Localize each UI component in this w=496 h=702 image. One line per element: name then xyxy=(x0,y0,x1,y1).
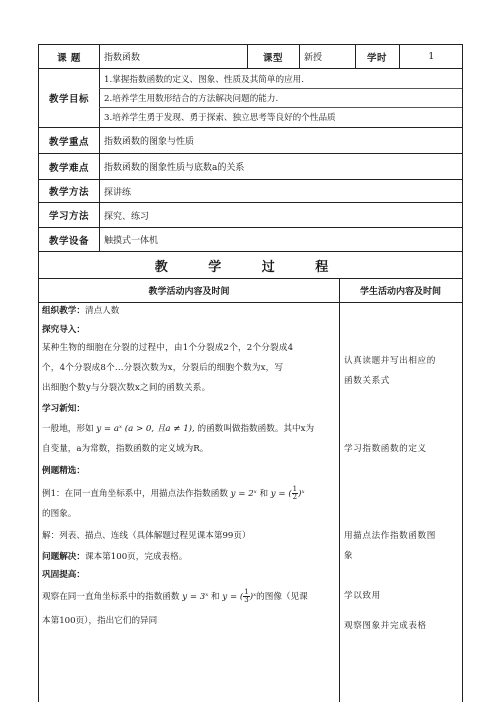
observe-line xyxy=(42,589,308,605)
hours-value: 1 xyxy=(428,51,435,62)
fraction-denominator: 3 xyxy=(244,596,249,604)
observe-and: 和 xyxy=(211,592,220,602)
content-row xyxy=(39,303,462,702)
learning-label: 学习方法 xyxy=(48,211,89,222)
goal-item: 1.掌握指数函数的定义、图象、性质及其简单的应用. xyxy=(104,75,304,85)
goal-item: 2.培养学生用数形结合的方法解决问题的能力. xyxy=(104,94,279,104)
student-activity-5: 观察图象并完成表格 xyxy=(344,621,427,631)
solve-text: 课本第100页，完成表格。 xyxy=(84,552,188,562)
new-title: 学习新知： xyxy=(42,404,85,414)
observe-formula-2-exp: )ˣ xyxy=(249,592,257,602)
example-formula-1: y = 2ˣ xyxy=(230,489,257,499)
student-activity-line: 象 xyxy=(344,551,354,561)
method-label: 教学方法 xyxy=(48,187,89,198)
example-formula-2: y = ( xyxy=(270,489,292,499)
student-activity-line: 认真读题并写出相应的 xyxy=(344,356,436,366)
type-label: 课型 xyxy=(262,52,283,64)
solution-line: 解：列表、描点、连线（具体解题过程见课本第99页） xyxy=(42,531,251,541)
equipment-value: 触摸式一体机 xyxy=(104,236,159,246)
key-points-row xyxy=(39,128,462,154)
consolidate-title: 巩固提高： xyxy=(42,570,85,580)
left-column-header: 教学活动内容及时间 xyxy=(148,287,230,297)
learning-value: 探究、练习 xyxy=(104,211,150,222)
inquiry-line: 出细胞个数y与分裂次数x之间的函数关系。 xyxy=(42,383,211,393)
observe-text: 的图像（见课 xyxy=(256,592,308,602)
org-line xyxy=(42,303,119,319)
solve-line xyxy=(42,549,187,565)
equipment-row xyxy=(39,228,462,252)
difficulty-row xyxy=(39,154,462,180)
fraction-numerator: 1 xyxy=(292,485,298,493)
topic-label: 课 题 xyxy=(57,52,81,64)
student-activity-3 xyxy=(344,528,456,564)
observe-line-2: 本第100页），指出它们的异同 xyxy=(42,616,158,626)
student-activity-4: 学以致用 xyxy=(344,591,381,601)
column-header-row xyxy=(39,279,462,303)
example-text: 例1：在同一直角坐标系中，用描点法作指数函数 xyxy=(42,489,228,499)
goals-list xyxy=(99,69,462,127)
definition-text: 一般地，形如 xyxy=(42,424,94,434)
example-formula-2-exp: )ˣ xyxy=(298,489,305,499)
org-title: 组织教学： xyxy=(42,306,85,316)
difficulty-label: 教学难点 xyxy=(48,162,89,174)
learning-row xyxy=(39,203,462,228)
lesson-plan-table xyxy=(38,44,463,702)
header-row xyxy=(39,45,462,69)
definition-line xyxy=(42,421,314,437)
inquiry-title: 探究导入： xyxy=(42,325,85,335)
student-activity-line: 函数关系式 xyxy=(344,376,390,386)
topic-value: 指数函数 xyxy=(104,53,141,63)
method-value: 探讲练 xyxy=(104,187,132,198)
process-title: 教 学 过 程 xyxy=(154,259,347,275)
org-text: 清点人数 xyxy=(84,306,120,316)
example-and: 和 xyxy=(259,489,269,499)
inquiry-line: 某种生物的细胞在分裂的过程中，由1个分裂成2个，2个分裂成4 xyxy=(42,343,294,353)
equipment-label: 教学设备 xyxy=(48,235,89,247)
observe-text: 观察在同一直角坐标系中的指数函数 xyxy=(42,592,180,602)
student-activity-2: 学习指数函数的定义 xyxy=(344,444,427,454)
goals-label: 教学目标 xyxy=(48,94,89,105)
key-points-label: 教学重点 xyxy=(48,136,89,148)
student-activity-1 xyxy=(344,353,456,389)
right-column-header: 学生活动内容及时间 xyxy=(359,287,441,297)
goal-item: 3.培养学生勇于发现、勇于探索、独立思考等良好的个性品质 xyxy=(104,113,336,123)
method-row xyxy=(39,180,462,203)
example-line-2: 的图象。 xyxy=(42,509,77,519)
goals-row xyxy=(39,69,462,128)
example-line xyxy=(42,486,305,502)
observe-formula-1: y = 3ˣ xyxy=(182,592,209,602)
example-title: 例题精选： xyxy=(42,466,85,476)
key-points-value: 指数函数的图象与性质 xyxy=(104,137,195,147)
observe-formula-2: y = ( xyxy=(222,592,244,602)
difficulty-value: 指数函数的图象性质与底数a的关系 xyxy=(104,163,245,173)
type-value: 新授 xyxy=(304,53,323,63)
process-title-row xyxy=(39,252,462,279)
inquiry-line: 个，4个分裂成8个...分裂次数为x，分裂后的细胞个数为x，写 xyxy=(42,363,284,373)
fraction-denominator: 2 xyxy=(292,493,298,501)
definition-line-2: 自变量，a为常数，指数函数的定义域为R。 xyxy=(42,444,209,454)
student-activity-line: 用描点法作指数函数图 xyxy=(344,531,436,541)
definition-formula: y = aˣ (a > 0, 且a ≠ 1), xyxy=(96,424,195,434)
hours-label: 学时 xyxy=(366,52,387,64)
fraction-numerator: 1 xyxy=(244,588,249,596)
definition-text: 的函数叫做指数函数。其中x为 xyxy=(197,424,315,434)
solve-title: 问题解决： xyxy=(42,552,85,562)
